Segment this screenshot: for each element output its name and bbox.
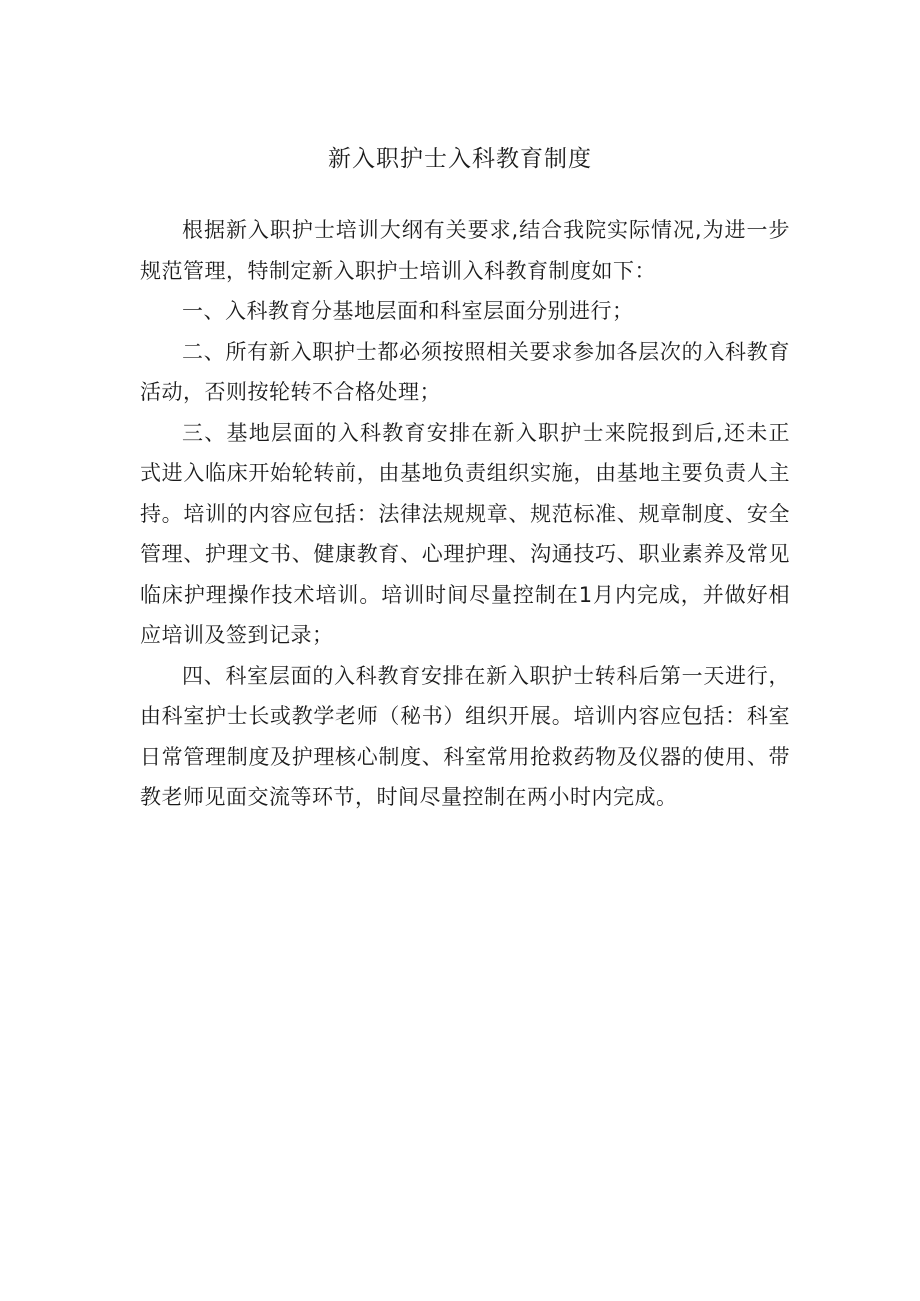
paragraph-item-3: 三、基地层面的入科教育安排在新入职护士来院报到后,还未正式进入临床开始轮转前，由基地负责组织实施，由基地主要负责人主持。培训的内容应包括：法律法规规章、规范标准、规章制度、安全管理、护理文书、健康教育、心理护理、沟通技巧、职业素养及常见临床护理操作技术培训。培训时间尽量控制在1月内完成，并做好相应培训及签到记录； (140, 420, 790, 647)
document-title: 新入职护士入科教育制度 (328, 146, 592, 172)
paragraph-intro: 根据新入职护士培训大纲有关要求,结合我院实际情况,为进一步规范管理，特制定新入职护士培训入科教育制度如下： (140, 218, 790, 283)
document-body (140, 210, 790, 818)
paragraph-item-4: 四、科室层面的入科教育安排在新入职护士转科后第一天进行，由科室护士长或教学老师（秘书）组织开展。培训内容应包括：科室日常管理制度及护理核心制度、科室常用抢救药物及仪器的使用、带教老师见面交流等环节，时间尽量控制在两小时内完成。 (140, 663, 790, 809)
paragraph-item-2: 二、所有新入职护士都必须按照相关要求参加各层次的入科教育活动，否则按轮转不合格处理； (140, 339, 790, 404)
paragraph-item-1: 一、入科教育分基地层面和科室层面分别进行； (182, 299, 634, 323)
